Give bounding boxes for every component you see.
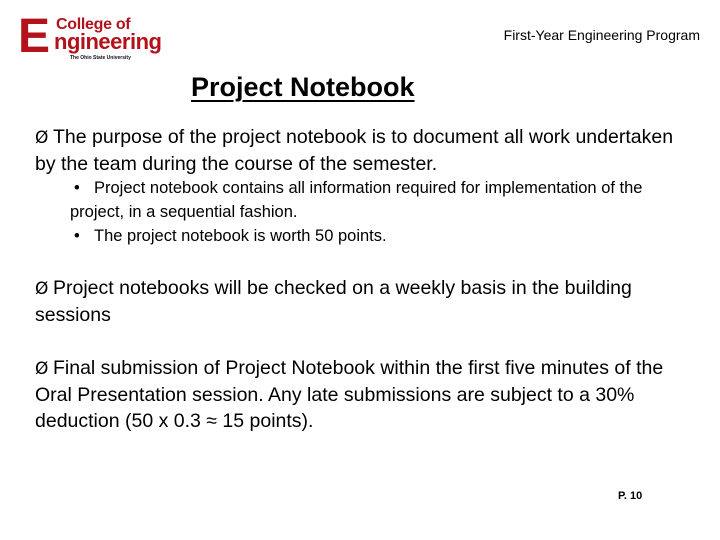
college-logo — [18, 10, 168, 63]
bullet-text: The purpose of the project notebook is to document all work undertaken by the team during the course of the semester. — [35, 126, 674, 175]
sub-bullet-text: The project notebook is worth 50 points. — [94, 227, 387, 245]
logo-engineering: ngineering — [54, 29, 162, 54]
sub-bullet-item — [70, 224, 690, 248]
bullet-text: Project notebooks will be checked on a weekly basis in the building sessions — [35, 277, 632, 326]
logo-letter-e: E — [18, 10, 49, 63]
bullet-purpose — [35, 124, 695, 177]
logo-university: The Ohio State University — [70, 55, 131, 61]
sub-bullet-item — [70, 176, 690, 224]
arrow-bullet-icon: Ø — [35, 128, 49, 148]
program-header: First-Year Engineering Program — [503, 27, 700, 43]
sub-bullet-list — [70, 176, 690, 248]
arrow-bullet-icon: Ø — [35, 279, 49, 299]
logo-college-of: College of — [56, 16, 131, 33]
page-title: Project Notebook — [191, 72, 415, 102]
dot-bullet-icon: • — [74, 227, 80, 245]
bullet-final-submission — [35, 355, 695, 434]
bullet-weekly-check — [35, 275, 695, 328]
sub-bullet-text: Project notebook contains all information required for implementation of the project, in a sequential fashion. — [70, 179, 643, 221]
page-number: P. 10 — [618, 490, 643, 502]
bullet-text: Final submission of Project Notebook within the first five minutes of the Oral Presentation session. Any late submissions are subject to a 30% deduction (50 x 0.3 ≈ 15 points). — [35, 357, 664, 432]
dot-bullet-icon: • — [74, 179, 80, 197]
arrow-bullet-icon: Ø — [35, 359, 49, 379]
